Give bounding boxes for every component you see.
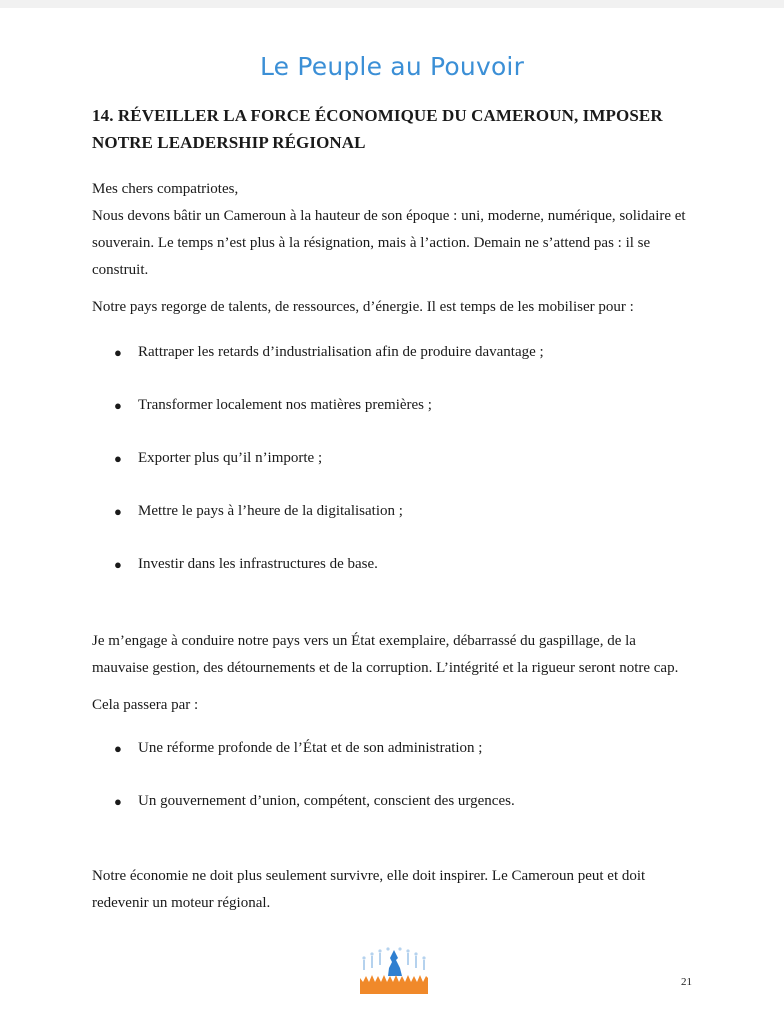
list-item bbox=[92, 445, 692, 472]
list-item-text: Transformer localement nos matières premières ; bbox=[138, 397, 432, 413]
bullet-icon: ● bbox=[114, 345, 122, 360]
bullet-icon: ● bbox=[114, 398, 122, 413]
bullet-icon: ● bbox=[114, 741, 122, 756]
list-item bbox=[92, 788, 692, 815]
page-number: 21 bbox=[681, 976, 692, 988]
section-title: 14. RÉVEILLER LA FORCE ÉCONOMIQUE DU CAMEROUN, IMPOSER NOTRE LEADERSHIP RÉGIONAL bbox=[92, 106, 663, 152]
intro-paragraph: Nous devons bâtir un Cameroun à la hauteur de son époque : uni, moderne, numérique, solidaire et souverain. Le temps n’est plus à la résignation, mais à l’action. Demain ne s’attend pas : il se construit. bbox=[92, 208, 686, 278]
brand-header: Le Peuple au Pouvoir bbox=[259, 52, 525, 81]
list-item bbox=[92, 392, 692, 419]
list-item-text: Une réforme profonde de l’État et de son administration ; bbox=[138, 740, 483, 756]
reforms-list bbox=[92, 735, 692, 815]
bullet-icon: ● bbox=[114, 557, 122, 572]
greeting: Mes chers compatriotes, bbox=[92, 181, 239, 197]
list-item bbox=[92, 735, 692, 762]
list-item bbox=[92, 498, 692, 525]
bullet-icon: ● bbox=[114, 794, 122, 809]
list-item-text: Un gouvernement d’union, compétent, conscient des urgences. bbox=[138, 793, 515, 809]
list-item bbox=[92, 551, 692, 578]
lead-paragraph-2: Cela passera par : bbox=[92, 697, 199, 713]
page-body bbox=[92, 102, 692, 917]
list-item-text: Exporter plus qu’il n’importe ; bbox=[138, 450, 323, 466]
list-item-text: Mettre le pays à l’heure de la digitalisation ; bbox=[138, 503, 403, 519]
commitment-paragraph: Je m’engage à conduire notre pays vers un État exemplaire, débarrassé du gaspillage, de la mauvaise gestion, des détournements et de la corruption. L’intégrité et la rigueur seront notre cap. bbox=[92, 633, 679, 676]
list-item-text: Rattraper les retards d’industrialisation afin de produire davantage ; bbox=[138, 344, 544, 360]
bullet-icon: ● bbox=[114, 504, 122, 519]
lead-paragraph: Notre pays regorge de talents, de ressources, d’énergie. Il est temps de les mobiliser pour : bbox=[92, 299, 634, 315]
priorities-list bbox=[92, 339, 692, 578]
bullet-icon: ● bbox=[114, 451, 122, 466]
document-page bbox=[0, 8, 784, 1024]
closing-paragraph: Notre économie ne doit plus seulement survivre, elle doit inspirer. Le Cameroun peut et doit redevenir un moteur régional. bbox=[92, 868, 646, 911]
party-logo-icon bbox=[358, 938, 430, 994]
list-item-text: Investir dans les infrastructures de base. bbox=[138, 556, 378, 572]
list-item bbox=[92, 339, 692, 366]
